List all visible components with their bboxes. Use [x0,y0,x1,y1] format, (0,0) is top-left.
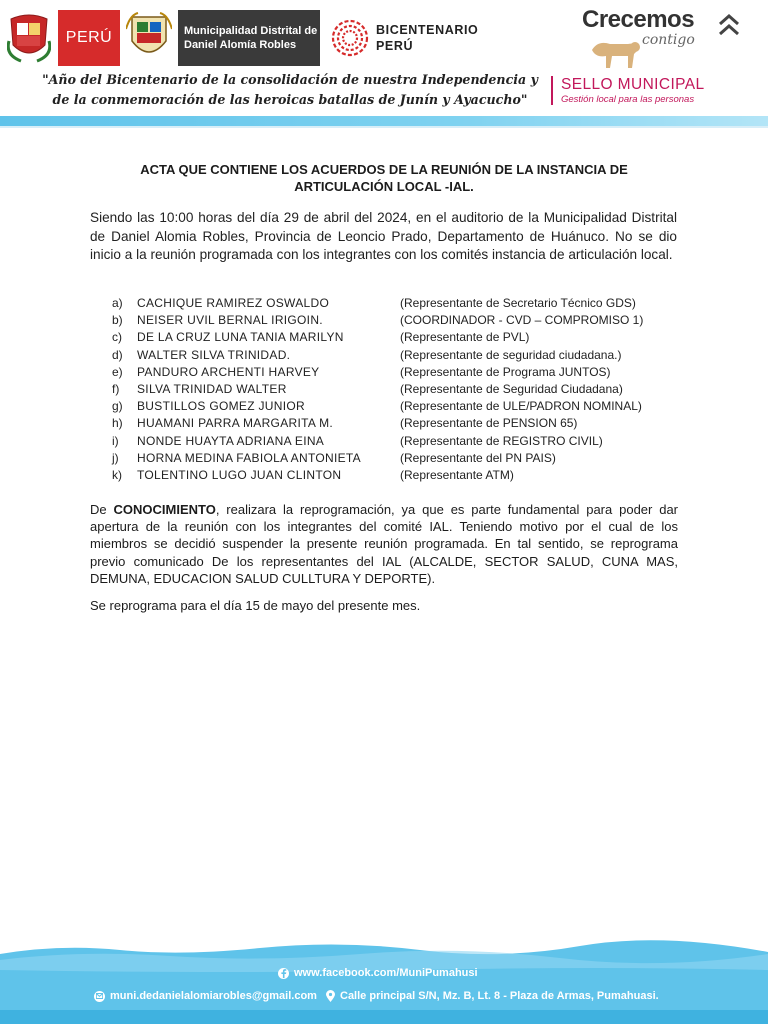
attendee-name: NONDE HUAYTA ADRIANA EINA [137,433,325,448]
email-icon [94,991,105,1002]
sello-subtitle: Gestión local para las personas [561,94,695,105]
attendee-role: (Representante de REGISTRO CIVIL) [400,433,603,448]
bicentenario-line1: BICENTENARIO [376,23,479,37]
document-title-line1: ACTA QUE CONTIENE LOS ACUERDOS DE LA REUNIÓN DE LA INSTANCIA DE [140,162,628,177]
attendee-item [112,416,712,433]
attendee-name: WALTER SILVA TRINIDAD. [137,347,291,362]
attendee-letter: b) [112,313,123,328]
header-band [0,116,768,126]
sello-title: SELLO MUNICIPAL [561,76,705,93]
attendee-role: (COORDINADOR - CVD – COMPROMISO 1) [400,313,644,328]
peru-brand-logo [58,10,120,66]
attendee-letter: k) [112,467,122,482]
attendee-list [112,296,712,485]
bicentenario-ring-icon [330,18,370,58]
sello-municipal-logo [551,76,705,105]
crecemos-subtitle: contigo [642,32,695,48]
attendee-letter: d) [112,347,123,362]
peru-label: PERÚ [65,29,113,46]
attendee-item [112,296,712,313]
attendee-name: HORNA MEDINA FABIOLA ANTONIETA [137,450,361,465]
header-band-shadow [0,126,768,128]
attendee-name: DE LA CRUZ LUNA TANIA MARILYN [137,330,344,345]
attendee-item [112,313,712,330]
bicentenario-logo [330,18,478,58]
chevron-up-icon [718,12,740,42]
motto-line1: "Año del Bicentenario de la consolidación de nuestra Independencia y [42,72,538,87]
attendee-name: BUSTILLOS GOMEZ JUNIOR [137,399,305,414]
attendee-name: NEISER UVIL BERNAL IRIGOIN. [137,313,323,328]
conocimiento-paragraph [90,501,678,587]
para-bold-keyword: CONOCIMIENTO [113,502,216,517]
attendee-name: CACHIQUE RAMIREZ OSWALDO [137,296,330,310]
attendee-name: TOLENTINO LUGO JUAN CLINTON [137,467,342,482]
attendee-letter: j) [112,450,119,465]
official-year-motto [30,70,550,110]
address-text [326,990,659,1002]
facebook-icon [278,968,289,979]
attendee-role: (Representante de PENSION 65) [400,416,578,431]
attendee-item [112,434,712,451]
attendee-item [112,365,712,382]
attendee-item [112,382,712,399]
attendee-letter: h) [112,416,123,431]
attendee-name: PANDURO ARCHENTI HARVEY [137,364,320,379]
attendee-letter: a) [112,296,123,310]
document-title [60,161,708,195]
email-link[interactable] [94,990,317,1002]
attendee-letter: i) [112,433,119,448]
attendee-role: (Representante de ULE/PADRON NOMINAL) [400,399,642,414]
attendee-role: (Representante de Programa JUNTOS) [400,364,611,379]
municipality-name-logo [178,10,320,66]
attendee-item [112,348,712,365]
address-value: Calle principal S/N, Mz. B, Lt. 8 - Plaza de Armas, Pumahuasi. [340,990,659,1002]
attendee-role: (Representante ATM) [400,467,514,482]
para-rest: , realizara la reprogramación, ya que es parte fundamental para poder dar apertura de la reunión con los integrantes del comité IAL. Teniendo motivo por el cual de los miembros se decidió suspender la presente reunión programada. En tal sentido, se reprograma previo comunicado De los representantes del IAL (ALCALDE, SECTOR SALUD, CUNA MAS, DEMUNA, EDUCACION SALUD CULLTURA Y DEPORTE). [90,502,679,586]
motto-line2: de la conmemoración de las heroicas batallas de Junín y Ayacucho" [52,92,528,107]
intro-paragraph: Siendo las 10:00 horas del día 29 de abril del 2024, en el auditorio de la Municipalidad Distrital de Daniel Alomia Robles, Provincia de Leoncio Prado, Departamento de Huánuco. No se dio inicio a la reunión programada con los integrantes con los comités instancia de articulación local. [90,210,677,262]
attendee-letter: e) [112,364,123,379]
attendee-name: SILVA TRINIDAD WALTER [137,381,287,396]
reschedule-note: Se reprograma para el día 15 de mayo del presente mes. [90,598,421,613]
attendee-role: (Representante de Seguridad Ciudadana) [400,381,623,396]
attendee-letter: f) [112,381,120,396]
attendee-item [112,330,712,347]
email-address: muni.dedanielalomiarobles@gmail.com [110,990,317,1002]
attendee-item [112,468,712,485]
attendee-letter: c) [112,330,122,345]
district-shield-icon [126,10,172,66]
attendee-role: (Representante de PVL) [400,330,530,345]
attendee-letter: g) [112,399,123,414]
crecemos-contigo-logo [580,4,740,74]
attendee-role: (Representante de seguridad ciudadana.) [400,347,622,362]
location-pin-icon [326,990,335,1002]
footer-band [0,940,768,1024]
para-lead: De [90,502,114,517]
footer-wave [0,940,768,1024]
crecemos-title: Crecemos [582,6,695,33]
muni-name-line1: Municipalidad Distrital de [184,25,318,37]
puma-icon [588,32,642,72]
letterhead [0,0,768,130]
logo-row [6,10,478,66]
facebook-link[interactable] [278,967,478,979]
peru-coat-of-arms-icon [6,10,52,66]
facebook-url: www.facebook.com/MuniPumahusi [294,967,478,979]
attendee-role: (Representante del PN PAIS) [400,450,556,465]
document-title-line2: ARTICULACIÓN LOCAL -IAL. [294,179,474,194]
attendee-name: HUAMANI PARRA MARGARITA M. [137,416,334,431]
attendee-item [112,451,712,468]
attendee-item [112,399,712,416]
muni-name-line2: Daniel Alomía Robles [184,39,297,51]
attendee-role: (Representante de Secretario Técnico GDS) [400,296,636,310]
bicentenario-line2: PERÚ [376,39,414,53]
